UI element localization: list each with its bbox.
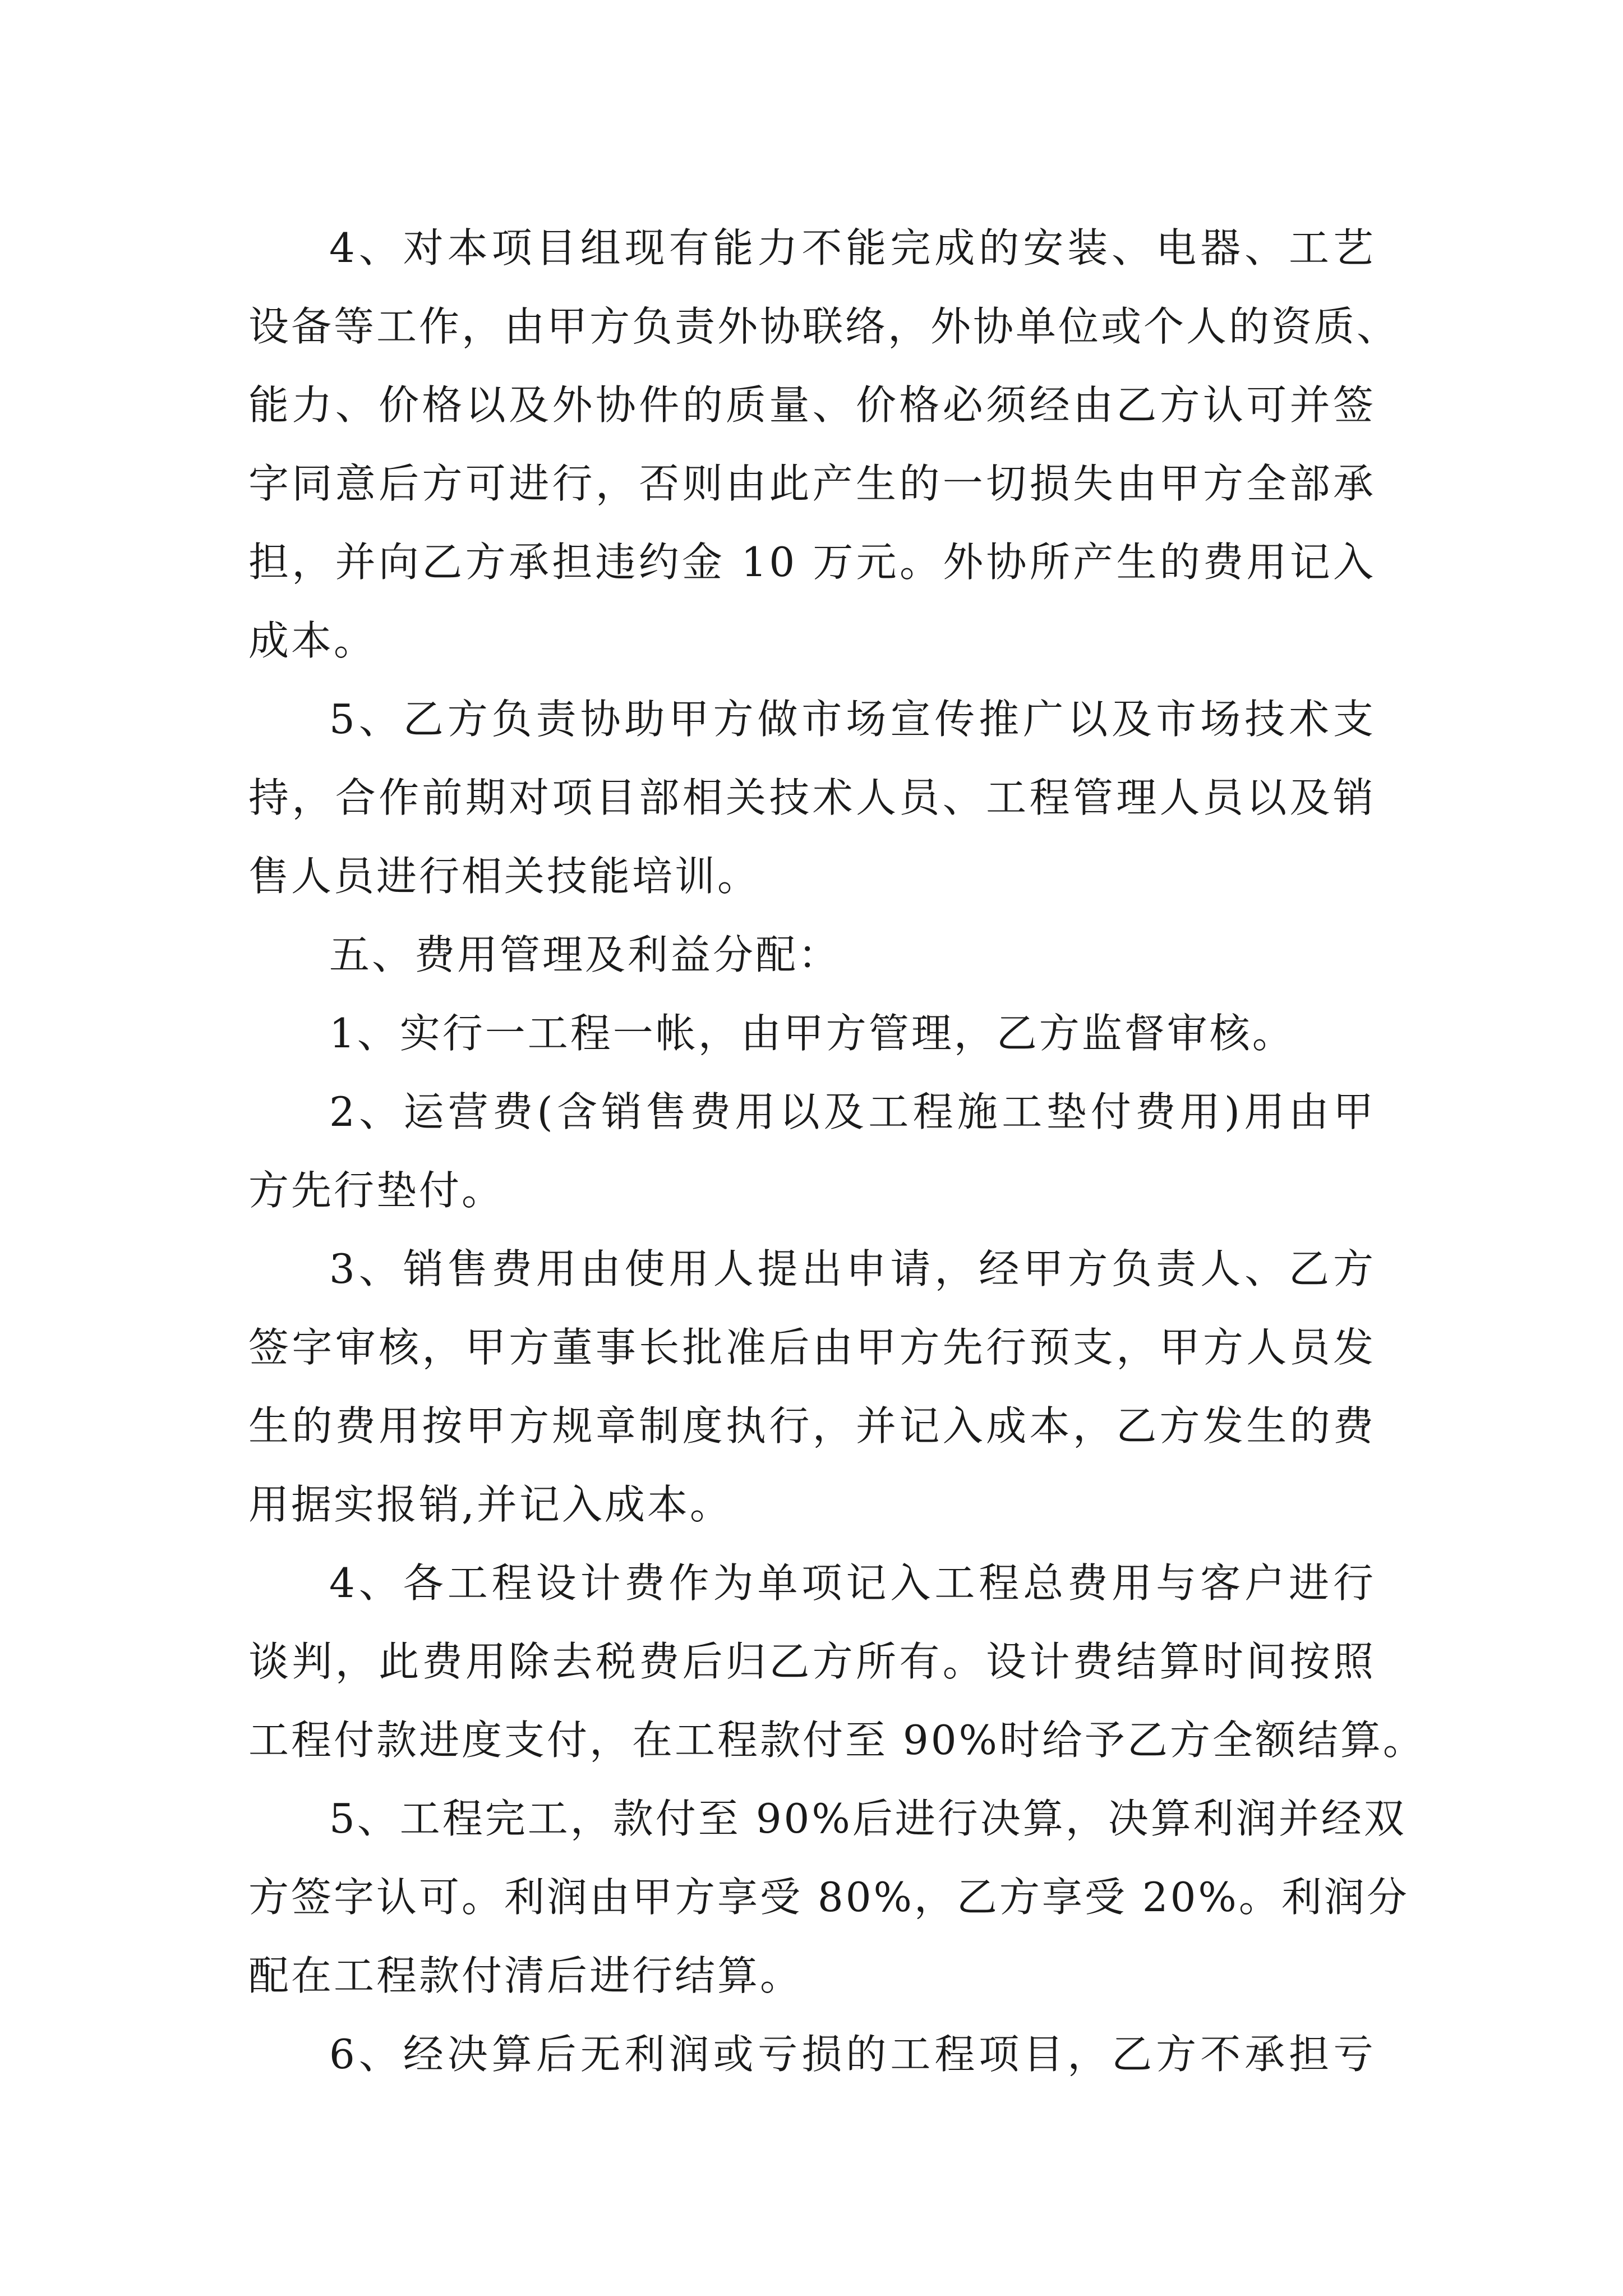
text-line: 持，合作前期对项目部相关技术人员、工程管理人员以及销 — [248, 774, 1376, 821]
text-line: 4、各工程设计费作为单项记入工程总费用与客户进行 — [329, 1559, 1376, 1607]
text-line: 3、销售费用由使用人提出申请，经甲方负责人、乙方 — [329, 1245, 1376, 1292]
text-line: 方先行垫付。 — [248, 1167, 505, 1214]
paragraph-6-losses — [248, 2015, 1376, 2093]
text-line: 4、对本项目组现有能力不能完成的安装、电器、工艺 — [329, 224, 1376, 272]
text-line: 5、工程完工，款付至 90%后进行决算，决算利润并经双 — [329, 1795, 1407, 1842]
text-line: 方签字认可。利润由甲方享受 80%，乙方享受 20%。利润分 — [248, 1874, 1409, 1921]
text-line: 配在工程款付清后进行结算。 — [248, 1952, 803, 1999]
paragraph-2-operating-costs — [248, 1073, 1376, 1230]
text-line: 能力、价格以及外协件的质量、价格必须经由乙方认可并签 — [248, 381, 1376, 429]
paragraph-5-profit-split — [248, 1779, 1409, 2015]
text-line: 用据实报销,并记入成本。 — [248, 1481, 732, 1528]
text-line: 签字审核，甲方董事长批准后由甲方先行预支，甲方人员发 — [248, 1324, 1376, 1371]
text-line: 2、运营费(含销售费用以及工程施工垫付费用)用由甲 — [329, 1088, 1376, 1135]
section-heading-cost-management — [248, 915, 1376, 994]
text-line: 生的费用按甲方规章制度执行，并记入成本，乙方发生的费 — [248, 1402, 1376, 1450]
text-line: 1、实行一工程一帐，由甲方管理，乙方监督审核。 — [329, 1010, 1295, 1057]
text-line: 5、乙方负责协助甲方做市场宣传推广以及市场技术支 — [329, 696, 1376, 743]
text-line: 成本。 — [248, 617, 377, 664]
text-line: 担，并向乙方承担违约金 10 万元。外协所产生的费用记入 — [248, 539, 1376, 586]
text-line: 售人员进行相关技能培训。 — [248, 853, 760, 900]
text-line: 6、经决算后无利润或亏损的工程项目，乙方不承担亏 — [329, 2031, 1376, 2078]
text-line: 设备等工作，由甲方负责外协联络，外协单位或个人的资质、 — [248, 303, 1400, 350]
paragraph-1-accounts — [248, 994, 1376, 1073]
paragraph-5-marketing — [248, 680, 1376, 915]
paragraph-4-design-fees — [248, 1544, 1426, 1779]
document-body — [248, 209, 1426, 2093]
section-heading: 五、费用管理及利益分配： — [329, 931, 841, 978]
paragraph-3-sales-costs — [248, 1230, 1376, 1544]
text-line: 工程付款进度支付，在工程款付至 90%时给予乙方全额结算。 — [248, 1717, 1426, 1764]
text-line: 字同意后方可进行，否则由此产生的一切损失由甲方全部承 — [248, 460, 1376, 507]
paragraph-4-outsourcing — [248, 209, 1400, 680]
text-line: 谈判，此费用除去税费后归乙方所有。设计费结算时间按照 — [248, 1638, 1376, 1685]
